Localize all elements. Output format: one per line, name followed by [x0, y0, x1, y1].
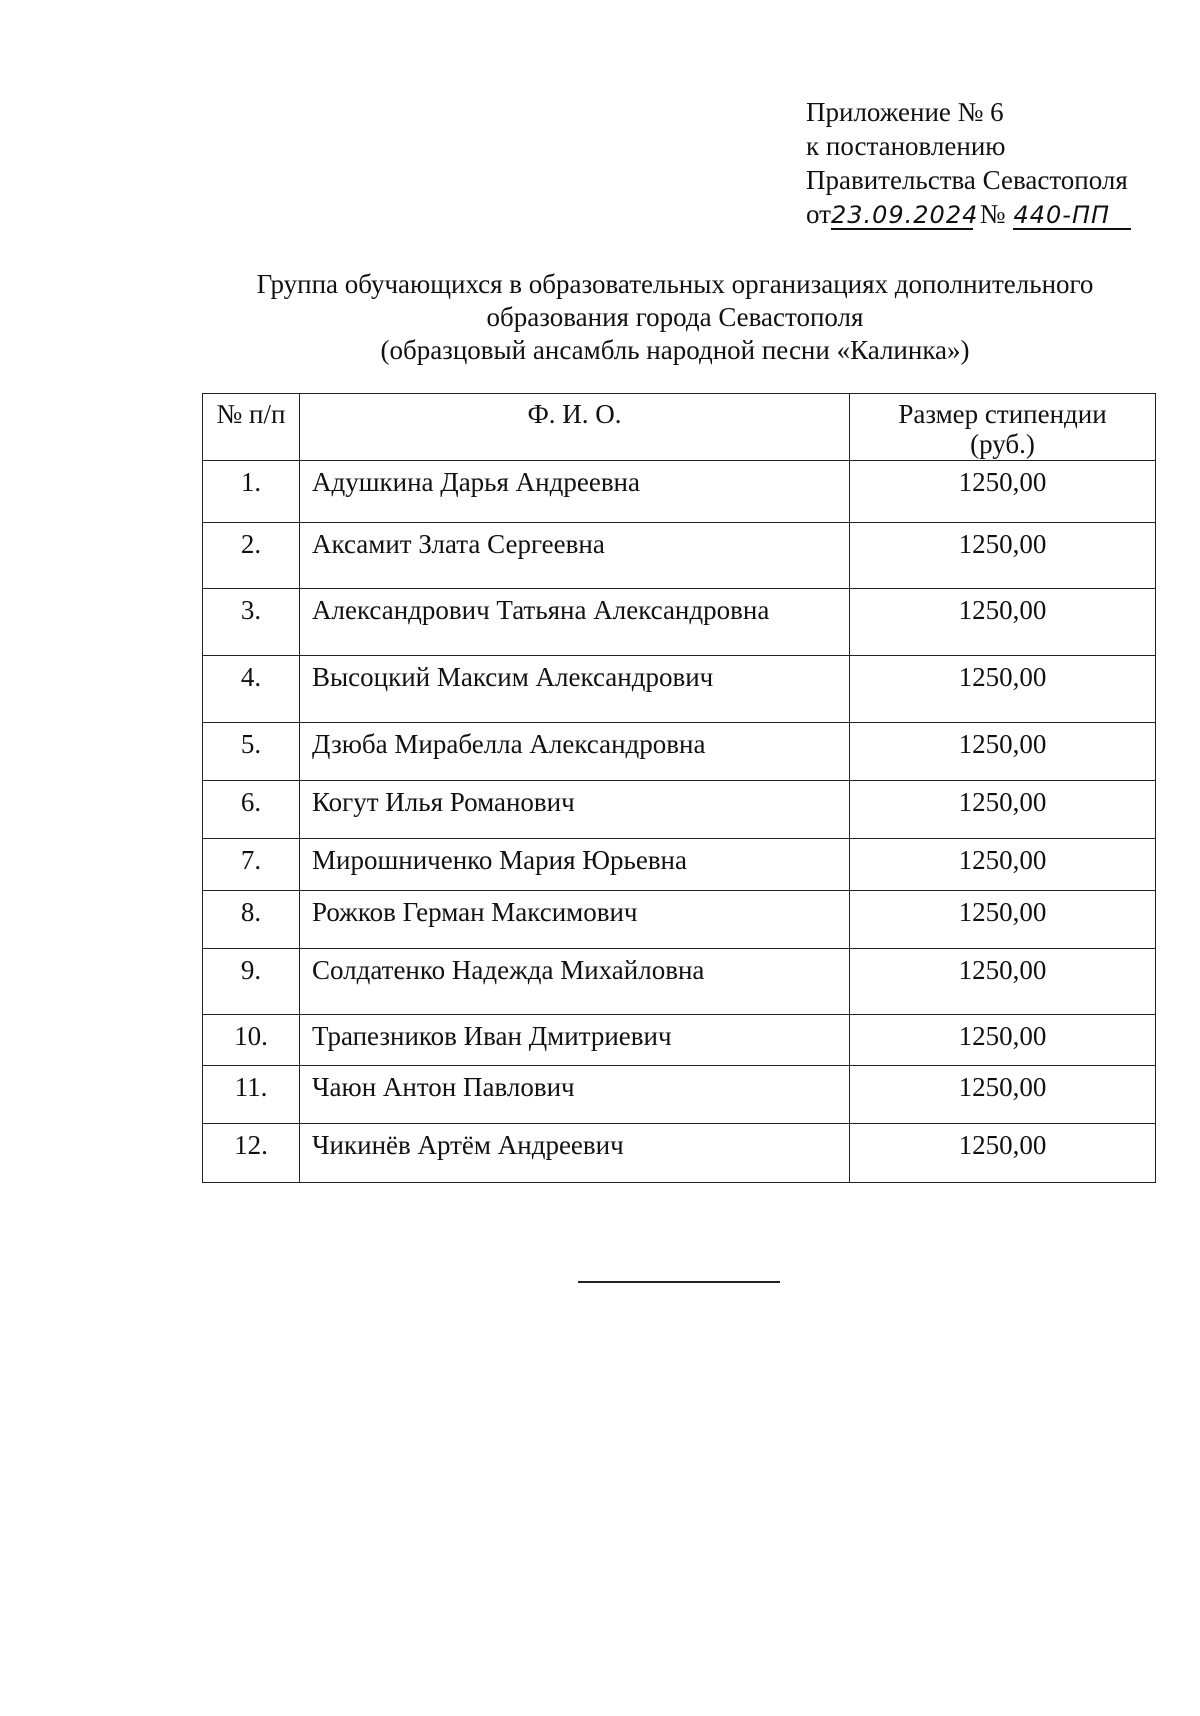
table-row: [203, 891, 1156, 949]
row-name: Солдатенко Надежда Михайловна: [300, 949, 850, 1015]
row-number: 8.: [203, 891, 300, 949]
row-name: Когут Илья Романович: [300, 781, 850, 839]
table-row: [203, 949, 1156, 1015]
row-amount: 1250,00: [850, 723, 1156, 781]
row-number: 10.: [203, 1015, 300, 1066]
header-amount: Размер стипендии (руб.): [850, 394, 1156, 461]
separator-line: [578, 1281, 780, 1283]
row-number: 9.: [203, 949, 300, 1015]
table-row: [203, 1066, 1156, 1124]
row-name: Аксамит Злата Сергеевна: [300, 523, 850, 589]
date-prefix: от: [806, 199, 831, 229]
title-line-1: Группа обучающихся в образовательных организациях дополнительного: [256, 269, 1094, 299]
row-number: 1.: [203, 461, 300, 523]
row-amount: 1250,00: [850, 656, 1156, 723]
row-name: Мирошниченко Мария Юрьевна: [300, 839, 850, 891]
row-number: 3.: [203, 589, 300, 656]
row-number: 11.: [203, 1066, 300, 1124]
row-amount: 1250,00: [850, 1066, 1156, 1124]
header-num: № п/п: [203, 394, 300, 461]
row-amount: 1250,00: [850, 523, 1156, 589]
row-name: Адушкина Дарья Андреевна: [300, 461, 850, 523]
row-amount: 1250,00: [850, 781, 1156, 839]
row-number: 5.: [203, 723, 300, 781]
handwritten-number: 440-ПП: [1013, 202, 1131, 230]
annex-date-line: [806, 197, 1131, 231]
table-row: [203, 656, 1156, 723]
row-amount: 1250,00: [850, 1124, 1156, 1183]
row-name: Рожков Герман Максимович: [300, 891, 850, 949]
title-line-2: образования города Севастополя: [486, 302, 864, 332]
row-amount: 1250,00: [850, 589, 1156, 656]
row-name: Александрович Татьяна Александровна: [300, 589, 850, 656]
row-name: Высоцкий Максим Александрович: [300, 656, 850, 723]
table-body: [203, 461, 1156, 1183]
title-line-3: (образцовый ансамбль народной песни «Калинка»): [380, 335, 970, 365]
students-table: [202, 393, 1156, 1183]
row-amount: 1250,00: [850, 839, 1156, 891]
document-title: [180, 268, 1170, 367]
annex-to-resolution: к постановлению: [806, 131, 1006, 161]
table-row: [203, 1124, 1156, 1183]
row-name: Чикинёв Артём Андреевич: [300, 1124, 850, 1183]
row-amount: 1250,00: [850, 1015, 1156, 1066]
annex-government: Правительства Севастополя: [806, 165, 1128, 195]
row-number: 4.: [203, 656, 300, 723]
row-number: 12.: [203, 1124, 300, 1183]
row-number: 7.: [203, 839, 300, 891]
table-row: [203, 461, 1156, 523]
row-amount: 1250,00: [850, 949, 1156, 1015]
row-name: Дзюба Мирабелла Александровна: [300, 723, 850, 781]
table-row: [203, 781, 1156, 839]
handwritten-date: 23.09.2024: [830, 201, 979, 229]
annex-block: [806, 95, 1131, 231]
row-number: 6.: [203, 781, 300, 839]
table-row: [203, 523, 1156, 589]
header-name: Ф. И. О.: [300, 394, 850, 461]
table-row: [203, 1015, 1156, 1066]
row-name: Чаюн Антон Павлович: [300, 1066, 850, 1124]
row-amount: 1250,00: [850, 461, 1156, 523]
row-name: Трапезников Иван Дмитриевич: [300, 1015, 850, 1066]
row-number: 2.: [203, 523, 300, 589]
table-row: [203, 589, 1156, 656]
table-row: [203, 723, 1156, 781]
table-row: [203, 839, 1156, 891]
number-prefix: №: [979, 199, 1006, 229]
annex-title: Приложение № 6: [806, 97, 1004, 127]
row-amount: 1250,00: [850, 891, 1156, 949]
table-header-row: [203, 394, 1156, 461]
